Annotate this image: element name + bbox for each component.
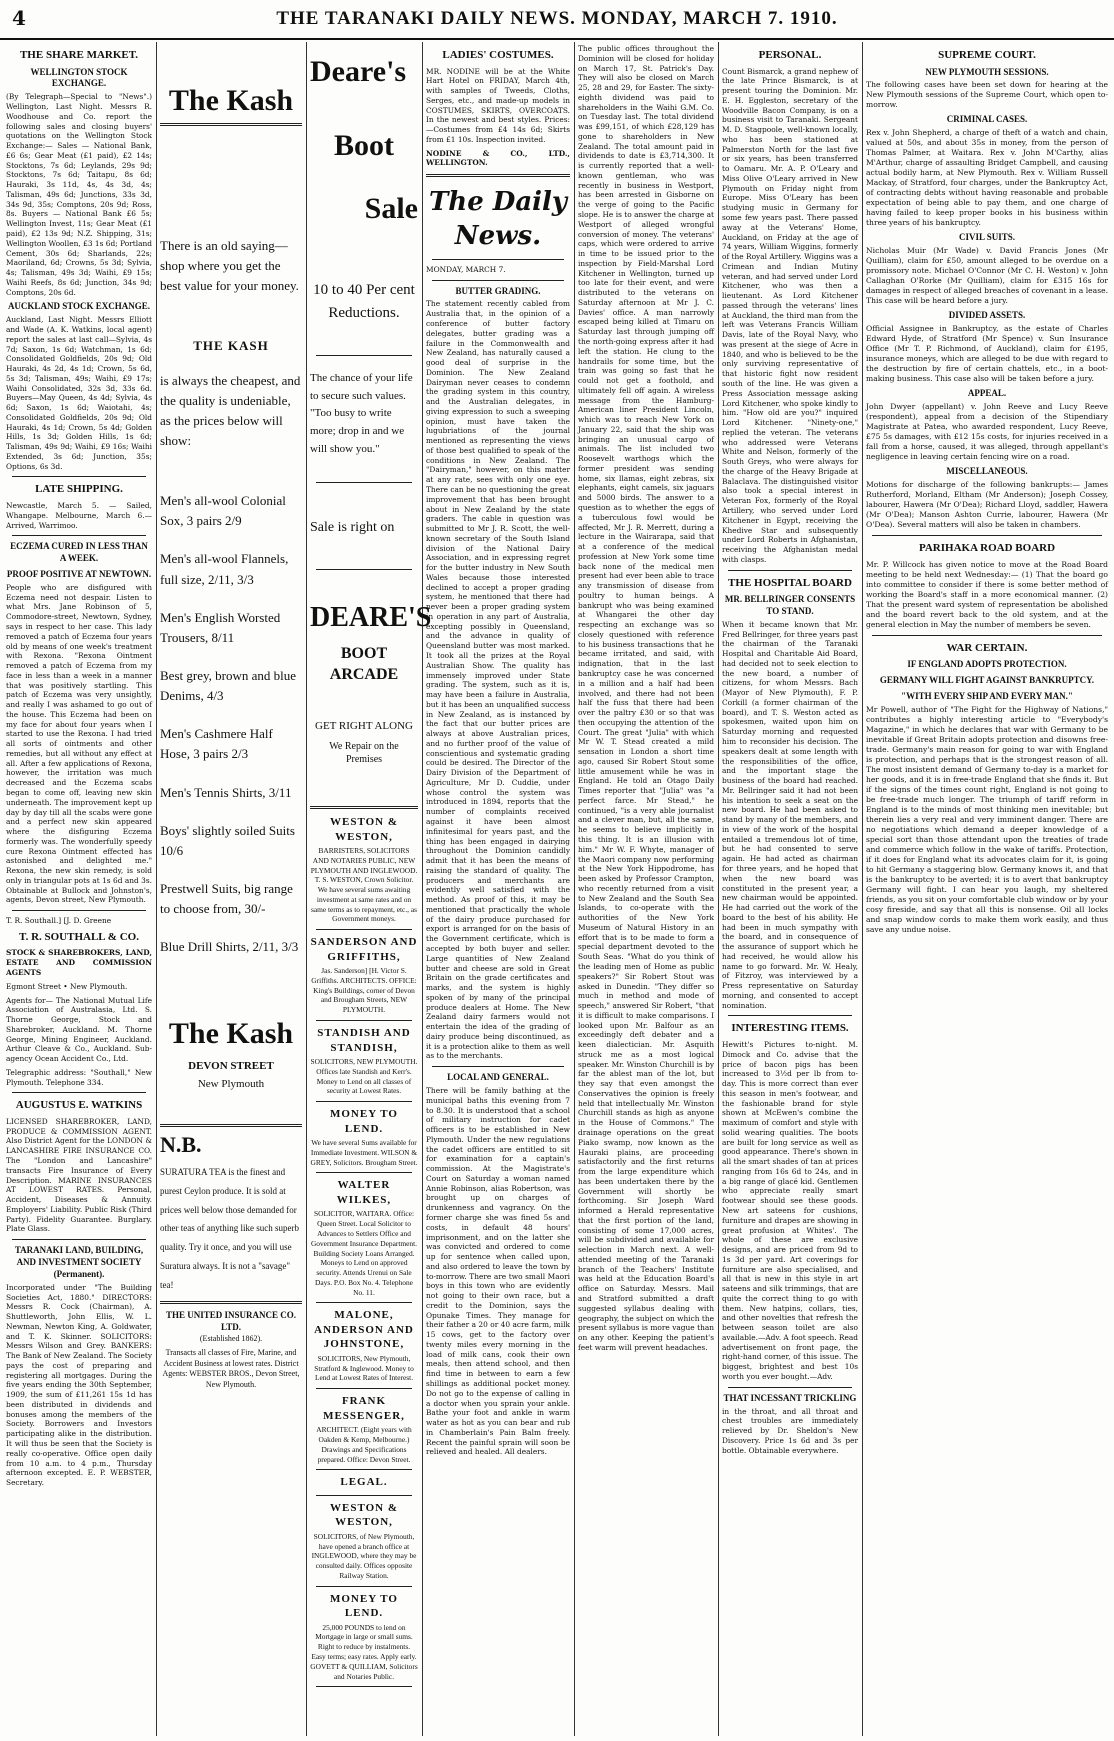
miscellaneous-text: Motions for discharge of the following bankrupts:— James Rutherford, Morland, Eltham (Mr Anderson); Joseph Cossey, labourer, Hawera (Mr O'Dea); Richard Lloyd, saddler, Hawera (Mr O'Dea); Manson Ashton Currie, labourer, Hawera (Mr O'Dea). Several matters will also be taken in chambers. bbox=[866, 480, 1108, 530]
card-name: FRANK MESSENGER, bbox=[323, 1395, 405, 1422]
kash-price-item: Best grey, brown and blue Denims, 4/3 bbox=[160, 667, 296, 704]
butter-grading-text: The statement recently cabled from Australia that, in the opinion of a conference of butter factory delegates, butter grading was a failure in the Commonwealth and New Zealand, has naturally caused a good deal of surprise in the Dominion. The New Zealand Dairyman never ceases to condemn the grading system in this country, and the Australian delegates, in giving expression to such a sweeping opinion, must have taken the lugubriations of the journal mentioned as representing the views of those best qualified to speak of the conditions in New Zealand. The "Dairyman," however, on this matter at any rate, sees with only one eye. There can be no questioning the great improvement that has been brought about in New Zealand by the state graders. The cable in question was submitted to Mr J. R. Scott, the well-known secretary of the South Island division of the National Dairy Association, and in expressing regret for the butter industry in New South Wales because those interested declined to accept a proper grading system, he mentioned that there had never been a proper grading system in operation in any part of Australia, excepting possibly in Queensland, and the advance in quality of Queensland butter was most marked. It took all the prizes at the Royal Australian Show. The quality has immensely improved under State grading. The system, such as it is, may have been a failure in Australia, but it has been an unqualified success in New Zealand, as is instanced by the fact that our butter prices are always at above Australian prices, and no further proof of the value of conscientious and systematic grading could be desired. The Director of the Dairy Division of the Department of Agriculture, Mr D. Cuddie, under whose control the system was introduced in 1894, reports that the number of complaints received against it have been almost infinitesimal for years past, and the thing has been engaged in dairying throughout the Dominion candidly admit that it has been the means of raising the standard of quality. The producers and merchants are evidently well satisfied with the method. As proof of this, it may be mentioned that practically the whole of the dairy produce purchased for export is arranged for on the basis of the Government certificate, which is accepted by both buyer and seller. Large quantities of New Zealand butter and cheese are sold in Great Britain on the grade certificates and marks, and the system is highly spoken of by many of the principal produce dealers at Home. The New Zealand dairy farmers would not entertain the idea of the grading of dairy produce being discontinued, as it is a protection alike to them as well as to the merchants. bbox=[426, 299, 570, 1061]
united-insurance-title: THE UNITED INSURANCE CO. LTD. bbox=[165, 1309, 297, 1332]
kash-price-item: Prestwell Suits, big range to choose from, 30/- bbox=[160, 880, 293, 917]
war-subheading-2: GERMANY WILL FIGHT AGAINST BANKRUPTCY. bbox=[879, 675, 1095, 686]
auckland-text: Auckland, Last Night. Messrs Elliott and Wade (A. K. Watkins, local agent) report the sales at last call—Sylvia, 4s 7d; Saxon, 1s 6d; Watchman, 1s 6d; Consolidated Goldfields, 20s 9d; Old Hauraki, 4s 2d, 4s 1d; Crown, 5s 6d, 5s 3d; Talisman, 49s; Waihi, £9 17s; Waihi Consolidated, 32s 3d, 33s 6d. Buyers—May Queen, 4s 4d; Sylvia, 4s 6d; Saxon, 1s 6d; Waiotahi, 4s; Consolidated Goldfields, 20s 9d; Old Hauraki, 4s 1d; Crown, 5s 4d; Golden Hills, 1s 3d; Golden Hills, 1s 6d; Talisman, 49s 9d; Waihi, £9 16s; Waihi Extended, 3s 6d; Junction, 35s; Options, 6s 3d. bbox=[6, 315, 152, 471]
column-supreme-court bbox=[866, 44, 1108, 1734]
civil-suits-text: Nicholas Muir (Mr Wade) v. David Francis Jones (Mr Quilliam), claim for £50, amount alleged to be overdue on a promissory note. Michael O'Connor (Mr C. H. Weston) v. John Callaghan O'Rorke (Mr Quilliam), claim for £315 16s for damages in respect of alleged breaches of covenant in a lease. This case will be heard before a jury. bbox=[866, 246, 1108, 306]
kash-price-item: Blue Drill Shirts, 2/11, 3/3 bbox=[160, 939, 299, 955]
nb-title: N.B. bbox=[160, 1131, 202, 1157]
reduction-text: 10 to 40 Per cent Reductions. bbox=[313, 281, 415, 322]
war-subheading-3: "WITH EVERY SHIP AND EVERY MAN." bbox=[901, 691, 1073, 702]
chance-text: The chance of your life to secure such values. "Too busy to write more; drop in and we will show you." bbox=[310, 372, 413, 455]
kash-title-2: The Kash bbox=[168, 1017, 294, 1051]
hospital-board-subheading: MR. BELLRINGER CONSENTS TO STAND. bbox=[724, 594, 856, 616]
card-name: MALONE, ANDERSON AND JOHNSTONE, bbox=[314, 1309, 414, 1351]
get-right-along: GET RIGHT ALONG bbox=[315, 720, 413, 733]
watkins-title: AUGUSTUS E. WATKINS bbox=[15, 1099, 143, 1112]
card-name: SANDERSON AND GRIFFITHS, bbox=[310, 936, 418, 963]
nodine-text: MR. NODINE will be at the White Hart Hotel on FRIDAY, March 4th, with samples of Tweeds, Cloths, Serges, etc., and made-up models in COSTUMES, SKIRTS, OVERCOATS. In the newest and best styles. Prices:—Costumes from £4 14s 6d; Skirts from £1 10s. Inspection invited. bbox=[426, 66, 570, 144]
divided-assets-text: Official Assignee in Bankruptcy, as the estate of Charles Edward Hyde, of Stratford (Mr Spence) v. Sun Insurance Office (Mr T. P. Richmond, of Auckland), claim for £195, insurance moneys, which are alleged to be due with regard to the destruction by fire of certain chattels, etc., in a boot-making business. This case also will be taken before a jury. bbox=[866, 324, 1108, 384]
united-insurance-text: Transacts all classes of Fire, Marine, and Accident Business at lowest rates. District Agents: WEBSTER BROS., Devon Street, New Plymouth. bbox=[162, 1348, 300, 1389]
ladies-costumes-heading: LADIES' COSTUMES. bbox=[442, 49, 554, 61]
column-rule bbox=[718, 42, 719, 1736]
column-kash-ad bbox=[160, 44, 302, 1734]
kash-price-item: Men's English Worsted Trousers, 8/11 bbox=[160, 609, 281, 645]
eczema-text: People who are disfigured with Eczema need not despair. Listen to what Mrs. Jane Robinson of 5, Commodore-street, Newtown, Sydney, says in respect to her case. This lady removed a patch of Eczema four years old by means of one week's treatment with Rexona. "Rexona Ointment removed a patch of Eczema from my face in less than a week in a manner that was positively startling. This patch of Eczema was very unsightly, and really I was ashamed to go out of the house. This Eczema had been on my face for about four years when I started to use the Rexona. I had tried all sorts of ointments and other remedies, but all without any effect at all. After a few applications of Rexona, however, the irritation was much decreased and the Eczema scabs began to come off, leaving new skin underneath. The improvement kept up day by day till all the scabs were gone and a perfect new skin appeared where the disfiguring Eczema formerly was. The wonderfully speedy cure Rexona Ointment effected has astonished and delighted me." Rexona, the new skin remedy, is sold only in triangular pots at 1s 6d and 3s. Obtainable at Bullock and Johnston's, agents, Devon street, New Plymouth. bbox=[6, 582, 152, 905]
kash-price-item: Men's Tennis Shirts, 3/11 bbox=[160, 784, 292, 800]
local-general-text: There will be family bathing at the municipal baths this evening from 7 to 8.30. It is understood that a school of military instruction for cadet officers is to be established in New Plymouth. Under the new regulations the cadet officers are entitled to sit for examination for a captain's commission. At the Magistrate's Court on Saturday a woman named Annie Robinson, alias Robertson, was brought up on charges of drunkenness and vagrancy. On the former charge she was fined 5s and costs, in default 48 hours' imprisonment, and on the latter she was convicted and ordered to come up for sentence when called upon, and also ordered to leave the town by to-morrow. There are two small Maori boys in this town who are evidently not going to their own race, but a credit to the Dominion, says the Opunake Times. They manage for their father a 20 or 40 acre farm, milk 15 cows, get to the factory over twenty miles every morning in the load of milk cans, cook their own meals, then attend school, and then find time in between to earn a few shillings as additional pocket money. Do not go to the expense of calling in a doctor when you sprain your ankle. Bathe your foot and ankle in warm water as hot as you can bear and rub in Chamberlain's Pain Balm freely. Recent the painful sprain will soon be relieved and healed. All dealers. bbox=[426, 1086, 570, 1457]
watkins-text: LICENSED SHAREBROKER, LAND, PRODUCE & COMMISSION AGENT. Also District Agent for the LONDON & LANCASHIRE FIRE INSURANCE CO. The "London and Lancashire" transacts Fire Insurance of Every Description. MARINE INSURANCES AT LOWEST RATES. Personal, Accident, Diseases & Annuity. Employers' Liability. Public Risk (Third Party). Fidelity Guarantee. Burglary. Plate Glass. bbox=[6, 1116, 152, 1234]
card-text: SOLICITORS, of New Plymouth, have opened a branch office at INGLEWOOD, where they may be consulted daily. Offices opposite Railway Station. bbox=[311, 1531, 417, 1580]
card-text: SOLICITOR, WAITARA. Office: Queen Street. Local Solicitor to Advances to Settlers Office and Government Insurance Department. Building Society Loans Arranged. Moneys to Lend on approved security. Attends Urenui on Sale Days. P.O. Box No. 4. Telephone No. 11. bbox=[310, 1209, 418, 1297]
page-number: 4 bbox=[12, 6, 26, 30]
supreme-court-text: The following cases have been set down for hearing at the New Plymouth sessions of the Supreme Court, which open to-morrow. bbox=[866, 80, 1108, 110]
eczema-subheading: PROOF POSITIVE AT NEWTOWN. bbox=[6, 569, 152, 580]
butter-grading-heading: BUTTER GRADING. bbox=[455, 285, 541, 296]
kash-title: The Kash bbox=[168, 84, 294, 117]
card-name: MONEY TO LEND. bbox=[329, 1108, 398, 1135]
criminal-cases-text: Rex v. John Shepherd, a charge of theft of a watch and chain, valued at 50s, and about 35s in money, from the person of Thomas Palmer, at Waitara. Rex v. John M'Carthy, alias M'Arthur, charge of assaulting Bridget Campbell, and causing actual bodily harm, at New Plymouth. Rex v. William Russell Mackay, of Stratford, four charges, under the Bankruptcy Act, of contracting debts without having reasonable and probable expectation of being able to pay them, and one charge of having failed to keep proper books in his business within three years of his bankruptcy. bbox=[866, 128, 1108, 228]
kash-price-item: Men's Cashmere Half Hose, 3 pairs 2/3 bbox=[160, 726, 273, 762]
column-rule bbox=[156, 42, 157, 1736]
card-name: WESTON & WESTON, bbox=[329, 1501, 398, 1529]
column-share-market bbox=[6, 44, 152, 1734]
kash-cheapest: is always the cheapest, and the quality is undeniable, as the prices below will show: bbox=[160, 372, 301, 448]
hospital-board-text: When it became known that Mr. Fred Bellringer, for three years past the chairman of the Taranaki Hospital and Charitable Aid Board, had decided not to seek election to the new board, a number of citizens, for whom Messrs. Bach (Mayor of New Plymouth), F. P. Corkill (a former chairman of the board), and T. S. Weston acted as spokesmen, waited upon him on Saturday morning and requested him to reconsider his decision. The speakers dealt at some length with the responsibilities of the office, and the important stage the business of the board had reached. Mr. Bellringer said it had not been his intention to seek a seat on the new board. He had been asked to stand by many of the members, and in view of the work of the hospital entailed a tremendous lot of time, but he had consented to serve again. He had acted as chairman for three years, and he hoped that when the new board was constituted in the present year, a new chairman would be appointed. He had carried out the work of the board to the best of his ability. He had been in much sympathy with the board, and in consequence of the assurance of support which he had received, he would allow his name to go forward. Mr. W. Healy, of Fitzroy, was interviewed by a Press representative on Saturday morning, and consented to accept nomination. bbox=[722, 619, 858, 1010]
criminal-cases-heading: CRIMINAL CASES. bbox=[946, 114, 1028, 125]
local-general-continued: The public offices throughout the Dominion will be closed for holiday on March 17, St. Patrick's Day. They will also be closed on March 25, 28 and 29, for Easter. The sixty-eighth dividend was paid to shareholders in the Waihi G.M. Co. on Tuesday last. The total dividend was £99,151, of which £28,129 has gone to shareholders in New Zealand. The total amount paid in dividends to date is £3,714,300. It is currently reported that a well-known gentleman, who was recently in business in Westport, has been arrested in Gisborne on the verge of going to the Pacific slope. He is to answer the charge at Westport of alleged wrongful conversion of money. The veterans' caps, which were ordered to arrive in time to be issued prior to the inspection by Field-Marshal Lord Kitchener in Wellington, turned up too late for their event, and were distributed to the veterans on Saturday afternoon at Mr J. C. Davies' office. A man narrowly escaped being killed at Timaru on Saturday last through jumping off the north-going express after it had left the station. He clung to the handrails for some time, but the train was going so fast that he could not get a foothold, and ultimately fell off again. A wireless message from the Hamburg-American liner President Lincoln, which was to reach New York on January 22, said that the ship was bringing an unusual cargo of animals. The list included two Roosevelt warthogs which the former president was sending home, six llamas, eight zebras, six elephants, eight camels, six jaguars and 5000 birds. The answer to a question as to whether the eggs of a tuberculous fowl would be affected, Mr J. R. Merrett, during a lecture in the Wairarapa, said that at a conference of the medical profession at New York some time back none of the medical men present had ever been able to trace any transmission of disease from poultry to human beings. A bankrupt who was being examined at Whangarei the other day respecting an exchange was so closely questioned with reference to his business transactions that he became irritated, and said, with indignation, that in the last bankruptcy case he was concerned in a million and a half had been involved, and there had not been half the fuss that there had been over the paltry £30 or so that was then occupying the attention of the Court. The great "Julia" with which Mr W. T. Stead created a mild sensation in London a short time ago, caused Sir Robert Stout some little amusement while he was in England. He told an Otago Daily Times reporter that "Julia" was "a perfect farce. Mr Stead," he continued, "is a very able journalist and a clever man, but, all the same, he seems to believe implicitly in this thing. It is an illusion with him." Mr W. F. Whyte, manager of the Maori company now performing at the New York Hippodrome, has been asked by Professor Crampton, who recently returned from a visit to New Zealand and the South Sea Islands, to co-operate with the authorities of the New York Museum of Natural History in an effort that is to be made to form a special department devoted to the South Seas. "What do you think of the leading men of Home as public speakers?" Sir Robert Stout was asked in Dunedin. "They differ so much in method and mode of speech," answered Sir Robert, "that it is difficult to make comparisons. I looked upon Mr. Balfour as an exceedingly deft debater and a keen dialectician. Mr. Asquith struck me as a most logical speaker. Mr. Winston Churchill is by far the ablest man of the lot, but they say that even amongst the Conservatives the opinion is freely held that intellectually Mr. Winston Churchill stands as high as anyone in the House of Commons." The drainage operations on the great Piako swamp, now known as the Hauraki plains, are proceeding satisfactorily and the first returns from the large expenditure which has been undertaken there by the Government will shortly be forthcoming. Sir Joseph Ward informed a Herald representative that the first portion of the land, consisting of some 17,000 acres, will be subdivided and available for selection in March next. A well-attended meeting of the Taranaki branch of the Teachers' Institute was held at the Education Board's office on Saturday. Messrs. Mail and Stratford submitted a draft suggested syllabus dealing with geography, the subject on which the present syllabus is more vague than on any other. Keeping the patient's feet warm will prevent headaches. bbox=[578, 44, 714, 1352]
eczema-heading: ECZEMA CURED IN LESS THAN A WEEK. bbox=[10, 541, 148, 564]
card-name: WESTON & WESTON, bbox=[329, 816, 398, 843]
local-general-heading: LOCAL AND GENERAL. bbox=[447, 1072, 549, 1083]
column-personal bbox=[722, 44, 858, 1734]
kash-price-item: Men's all-wool Flannels, full size, 2/11, 3/3 bbox=[160, 551, 289, 587]
card-text: BARRISTERS, SOLICITORS AND NOTARIES PUBLIC, NEW PLYMOUTH AND INGLEWOOD. T. S. WESTON, Crown Solicitor. We have several sums awaiting investment at same rates and on same terms as to repayment, etc., as Government moneys. bbox=[310, 846, 418, 924]
card-name: STANDISH AND STANDISH, bbox=[317, 1027, 411, 1054]
interesting-items-text: Hewitt's Pictures to-night. M. Dimock and Co. advise that the price of bacon pigs has been increased to 3½d per lb from to-day. This is more correct than ever this season in men's footwear, and the fashionable brand for style shown at McEwen's combine the maximum of comfort and style with solid wearing qualities. The boots are built for long service as well as good appearance. There's shown in all the smart shades of tan at prices ranging from 16s 6d to 24s, and in a big range of glacé kid. Gentlemen who appreciate really smart footwear should see these goods. New art sateens for cushions, furniture and drapes are showing in great profusion at Whites'. The whole of these are exclusive designs, and are priced from 9d to 1s 3d per yard. Art coverings for furniture are also specialised, and all that is new in this style in art sateens and silk trimmings, that are quite the correct thing to go with them. New hatpins, collars, ties, and other novelties that refresh the between season toilet are also available.—Adv. A foot speech. Read advertisement on front page, the right-hand corner, of this issue. The biggest, brightest and best 10s worth you ever bought.—Adv. bbox=[722, 1039, 858, 1381]
deares-arcade-name: DEARE'S bbox=[310, 601, 432, 633]
card-text: Jas. Sanderson] [H. Victor S. Griffiths. ARCHITECTS. OFFICE: King's Buildings, corner of Devon and Brougham Streets, NEW PLYMOUTH. bbox=[311, 966, 417, 1015]
card-text: We have several Sums available for Immediate Investment. WILSON & GREY, Solicitors. Brougham Street. bbox=[310, 1138, 418, 1167]
editorial-dateline: MONDAY, MARCH 7. bbox=[426, 264, 506, 274]
united-insurance-established: (Established 1862). bbox=[199, 1333, 263, 1343]
war-subheading-1: IF ENGLAND ADOPTS PROTECTION. bbox=[907, 659, 1067, 670]
card-name: MONEY TO LEND. bbox=[329, 1592, 398, 1620]
column-local-cont bbox=[578, 44, 714, 1734]
deares-boot: Boot bbox=[334, 128, 394, 162]
sessions-heading: NEW PLYMOUTH SESSIONS. bbox=[925, 66, 1049, 77]
wellington-text: (By Telegraph—Special to "News".) Wellington, Last Night. Messrs R. Woodhouse and Co. report the following sales and closing buyers' quotations on the Wellington Stock Exchange:— Sales — National Bank, £6 6s; Gear Meat (£1 paid), £2 14s; Stocktons, 7s 6d; Leylands, 29s 9d; Stocktons, 7s 6d; Taitapu, 8s 6d; Hauraki, 3s 11d, 4s, 4s 3d, 4s; Talisman, 49s 6d; Junctions, 33s 3d, 34s 9d, 35s; Comptons, 20s 9d; Ross, 8s. Buyers — National Bank £6 5s; Wellington Invest, 11s; Gear Meat (£1 paid), £2 13s 9d; N.Z. Shipping, 31s; Wellington Woollen, £3 1s 6d; Portland Cement, 30s 6d; Sharlands, 22s; Maoriland, 6d; Crowns, 5s 3d; Sylvia, 4s; Talisman, 49s 3d; Waihi, £9 15s; Waihi Reefs, 8s 6d; Junction, 34s 9d; Comptons, 20s 6d. bbox=[6, 92, 152, 297]
kash-saying: There is an old saying—shop where you get the best value for your money. bbox=[160, 238, 299, 294]
civil-suits-heading: CIVIL SUITS. bbox=[958, 232, 1016, 243]
sale-right-on: Sale is right on bbox=[310, 520, 395, 536]
share-market-heading: THE SHARE MARKET. bbox=[19, 49, 139, 61]
southall-address: Egmont Street • New Plymouth. bbox=[6, 981, 128, 991]
kash-label: THE KASH bbox=[193, 338, 269, 354]
deares-title: Deare's bbox=[310, 55, 407, 88]
auckland-heading: AUCKLAND STOCK EXCHANGE. bbox=[7, 301, 151, 312]
wellington-heading: WELLINGTON STOCK EXCHANGE. bbox=[30, 66, 128, 89]
southall-title: T. R. SOUTHALL & CO. bbox=[19, 930, 139, 943]
newspaper-title: THE TARANAKI DAILY NEWS. MONDAY, MARCH 7. 1910. bbox=[276, 8, 838, 29]
column-rule bbox=[422, 42, 423, 1736]
boot-arcade: BOOT ARCADE bbox=[329, 644, 399, 683]
southall-names: T. R. Southall.] [J. D. Greene bbox=[6, 916, 112, 926]
building-society-title: TARANAKI LAND, BUILDING, AND INVESTMENT SOCIETY (Permanent). bbox=[14, 1245, 144, 1279]
card-text: 25,000 POUNDS to lend on Mortgage in large or small sums. Right to reduce by instalments. Easy terms; easy rates. Apply early. GOVETT & QUILLIAM, Solicitors and Notaries Public. bbox=[310, 1622, 418, 1681]
parihaka-heading: PARIHAKA ROAD BOARD bbox=[918, 542, 1056, 555]
kash-price-item: Boys' slightly soiled Suits 10/6 bbox=[160, 822, 295, 858]
supreme-court-heading: SUPREME COURT. bbox=[938, 49, 1036, 61]
shipping-heading: LATE SHIPPING. bbox=[35, 483, 123, 496]
nodine-signature: NODINE & CO., LTD., WELLINGTON. bbox=[426, 148, 570, 168]
appeal-heading: APPEAL. bbox=[967, 388, 1007, 399]
kash-street: DEVON STREET bbox=[188, 1060, 274, 1073]
southall-subtitle: STOCK & SHAREBROKERS, LAND, ESTATE AND COMMISSION AGENTS bbox=[6, 948, 152, 977]
daily-news-masthead: The Daily News. bbox=[428, 187, 568, 252]
trickling-heading: THAT INCESSANT TRICKLING bbox=[723, 1392, 857, 1403]
kash-price-item: Men's all-wool Colonial Sox, 3 pairs 2/9 bbox=[160, 493, 286, 529]
kash-price-list bbox=[160, 491, 302, 957]
suratura-text: SURATURA TEA is the finest and purest Ceylon produce. It is sold at prices well below those demanded for other teas of anything like such superb quality. Try it once, and you will use Suratura always. It is not a "savage" tea! bbox=[160, 1166, 299, 1291]
column-rule bbox=[574, 42, 575, 1736]
deares-sale: Sale bbox=[364, 192, 418, 226]
repair-text: We Repair on the Premises bbox=[329, 740, 399, 765]
war-certain-text: Mr Powell, author of "The Fight for the Highway of Nations," contributes a highly interesting article to "Everybody's Magazine," in which he declares that war with Germany to be inevitable if Great Britain adopts protection and disowns free-trade. Germany's main reason for going to war with England is protection, and perhaps that is the strongest reason of all. The most insistent demand of Germany to-day is a market for her goods, and it is in free-trade England that she finds it. But if the signs of the times count right, England is not going to be free-trade much longer. The triumph of tariff reform in England is to the minds of most thinking men inevitable; but therein lies a very real and very imminent danger. There are no negotiations which demand a deeper knowledge of a special sort than those attendant upon the treaties of trade and commerce which follow in the wake of tariffs. Protection, if it does for England what its advocates claim for it, is going to hit Germany a staggering blow. Germany knows it, and that is the bankruptcy to be averted; it is to avert that bankruptcy Germany will fight. I can hear you laugh, my sheltered friends, as you sit on your comfortable club window or by your cosy fireside, and say that all this is nonsense. Oil all locks and snap window cords to make them work easily, and thus save any undue noise. bbox=[866, 705, 1108, 935]
card-text: SOLICITORS, New Plymouth, Stratford & Inglewood. Money to Lend at Lowest Rates of Interest. bbox=[314, 1353, 414, 1383]
card-name: WALTER WILKES, bbox=[336, 1179, 392, 1206]
personal-text: Count Bismarck, a grand nephew of the late Prince Bismarck, is at present touring the Dominion. Mr. E. H. Eggleston, secretary of the Woodville Bacon Company, is on a business visit to Taranaki. Sergeant M. D. Stagpoole, well-known locally, who has been stationed at Palmerston North for the last five or six years, has been transferred to Oamaru. Mr. A. P. O'Leary and Miss Olive O'Leary arrived in New Plymouth on Friday night from Europe. Miss O'Leary has been studying music in Germany for some few years past. There passed away at the Veterans' Home, Auckland, on Friday at the age of 74 years, William Wiggins, formerly of the Royal Artillery. Wiggins was a Crimean and Indian Mutiny veteran, and had served under Lord Kitchener, who was then a lieutenant. As Lord Kitchener passed through the veterans' lines at Auckland, the third man from the left was Veterans Francis William Davis, late of the Royal Navy, who was present at the siege of Acre in 1840, and who is believed to be the only surviving representative of that historic fight now resident south of the line. He was given a Press Association message asking Lord Kitchener, who spoke kindly to him. "How old are you?" inquired Lord Kitchener. "Ninety-one," replied the veteran. The veterans who addressed were Veterans White and Nelson, formerly of the South Greys, who were always for the charge of the Heavy Brigade at Balaclava. The distinguished visitor also took a special interest in Veteran Fox, formerly of the Royal Artillery, who served under Lord Kitchener in Egypt, receiving the Khedive Star and subsequently under Lord Roberts in Afghanistan, receiving the Afghanistan medal with clasps. bbox=[722, 66, 858, 564]
divided-assets-heading: DIVIDED ASSETS. bbox=[948, 310, 1026, 321]
building-society-text: Incorporated under "The Building Societies Act, 1880." DIRECTORS: Messrs R. Cock (Chairman), A. Shuttleworth, John Ellis, W. L. Newman, Newton King, A. Goldwater, and T. K. Skinner. SOLICITORS: Messrs Wilson and Grey. BANKERS: The Bank of New Zealand. The Society pays the cost of preparing and registering all mortgages. During the five years ending the 30th September, 1909, the sum of £11,261 15s 1d has been distributed in dividends and bonuses among the members of the Society. Borrowers and Investors participating alike in the distribution. It will thus be seen that the Society is really co-operative. Office open daily from 10 a.m. to 4 p.m., Thursday afternoon excepted. E. P. WEBSTER, Secretary. bbox=[6, 1282, 152, 1488]
parihaka-text: Mr. P. Willcock has given notice to move at the Road Board meeting to be held next Wednesday:— (1) That the board go into committee to consider if there is some better method of working the Board's staff in a more economical manner. (2) That the present ward system of representation be abolished and the board revert back to the old system, and at the general election in May the number of members be seven. bbox=[866, 559, 1108, 629]
interesting-items-heading: INTERESTING ITEMS. bbox=[731, 1022, 849, 1035]
appeal-text: John Dwyer (appellant) v. John Reeve and Lucy Reeve (respondent), appeal from a decision of the Stipendiary Magistrate at Patea, who awarded respondent, Lucy Reeve, £75 5s damages, with £12 15s costs, for injuries received in a fall from a horse, caused, it was alleged, through appellant's negligence in leaving certain fencing wire on a road. bbox=[866, 402, 1108, 462]
column-rule bbox=[306, 42, 307, 1736]
column-editorial bbox=[426, 44, 570, 1734]
personal-heading: PERSONAL. bbox=[758, 49, 822, 61]
miscellaneous-heading: MISCELLANEOUS. bbox=[946, 466, 1028, 477]
telegraphic-address: Telegraphic address: "Southall," New Plymouth. Telephone 334. bbox=[6, 1067, 152, 1087]
kash-town: New Plymouth bbox=[197, 1077, 265, 1090]
war-certain-heading: WAR CERTAIN. bbox=[946, 641, 1028, 654]
professional-cards bbox=[310, 815, 418, 1687]
masthead bbox=[0, 0, 1114, 40]
card-text: ARCHITECT. (Eight years with Oakden & Kemp, Melbourne.) Drawings and Specifications prepared. Office: Devon Street. bbox=[316, 1425, 412, 1464]
column-rule bbox=[862, 42, 863, 1736]
shipping-text: Newcastle, March 5. — Sailed, Whangape. Melbourne, March 6.—Arrived, Warrimoo. bbox=[6, 500, 152, 530]
hospital-board-heading: THE HOSPITAL BOARD bbox=[728, 576, 852, 589]
card-name: LEGAL. bbox=[340, 1476, 388, 1489]
card-text: SOLICITORS, NEW PLYMOUTH. Offices late Standish and Kerr's. Money to Lend on all classes of security at Lowest Rates. bbox=[310, 1057, 418, 1096]
column-deares-ad bbox=[310, 44, 432, 1734]
agents-text: Agents for— The National Mutual Life Association of Australasia, Ltd. S. Thorne George, Stock and Sharebroker, Auckland. M. Thorne George, Mining Engineer, Auckland. Arthur Cleave & Co., Auckland. Sub-agency Ocean Accident Co., Ltd. bbox=[6, 995, 152, 1064]
trickling-text: in the throat, and all throat and chest troubles are immediately relieved by Dr. Sheldon's New Discovery. Price 1s 6d and 3s per bottle. Obtainable everywhere. bbox=[722, 1406, 858, 1455]
